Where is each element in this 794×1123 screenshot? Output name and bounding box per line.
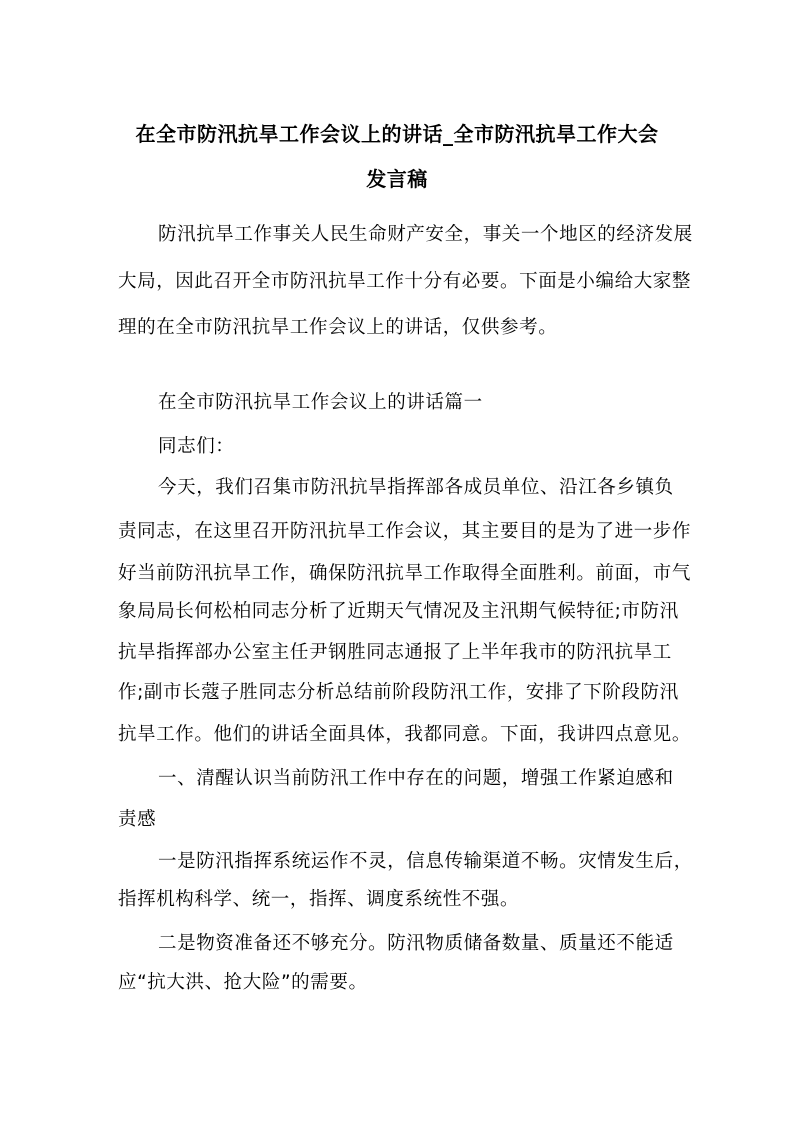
body-line: 抗旱工作。他们的讲话全面具体，我都同意。下面，我讲四点意见。	[118, 724, 692, 745]
body-line: 好当前防汛抗旱工作，确保防汛抗旱工作取得全面胜利。前面，市气	[118, 563, 692, 584]
section-heading: 在全市防汛抗旱工作会议上的讲话篇一	[158, 392, 483, 413]
body-line: 今天，我们召集市防汛抗旱指挥部各成员单位、沿江各乡镇负	[158, 477, 674, 498]
document-title-line-2: 发言稿	[366, 167, 428, 191]
salutation: 同志们：	[158, 436, 235, 457]
body-line: 应“抗大洪、抢大险”的需要。	[118, 972, 368, 993]
body-line: 一、清醒认识当前防汛工作中存在的问题，增强工作紧迫感和	[158, 768, 674, 789]
intro-line: 防汛抗旱工作事关人民生命财产安全，事关一个地区的经济发展	[158, 224, 693, 245]
document-title-line-1: 在全市防汛抗旱工作会议上的讲话_全市防汛抗旱工作大会	[135, 122, 659, 146]
body-line: 象局局长何松柏同志分析了近期天气情况及主汛期气候特征;市防汛	[118, 601, 679, 622]
body-line: 指挥机构科学、统一，指挥、调度系统性不强。	[118, 889, 520, 910]
body-line: 责感	[118, 809, 157, 830]
body-line: 作;副市长蔻子胜同志分析总结前阶段防汛工作，安排了下阶段防汛	[118, 682, 679, 703]
intro-line: 大局，因此召开全市防汛抗旱工作十分有必要。下面是小编给大家整	[118, 271, 692, 292]
body-line: 责同志，在这里召开防汛抗旱工作会议，其主要目的是为了进一步作	[118, 521, 692, 542]
body-line: 二是物资准备还不够充分。防汛物质储备数量、质量还不能适	[158, 933, 674, 954]
intro-line: 理的在全市防汛抗旱工作会议上的讲话，仅供参考。	[118, 317, 558, 338]
body-line: 抗旱指挥部办公室主任尹钢胜同志通报了上半年我市的防汛抗旱工	[118, 642, 672, 663]
body-line: 一是防汛指挥系统运作不灵，信息传输渠道不畅。灾情发生后，	[158, 851, 693, 872]
